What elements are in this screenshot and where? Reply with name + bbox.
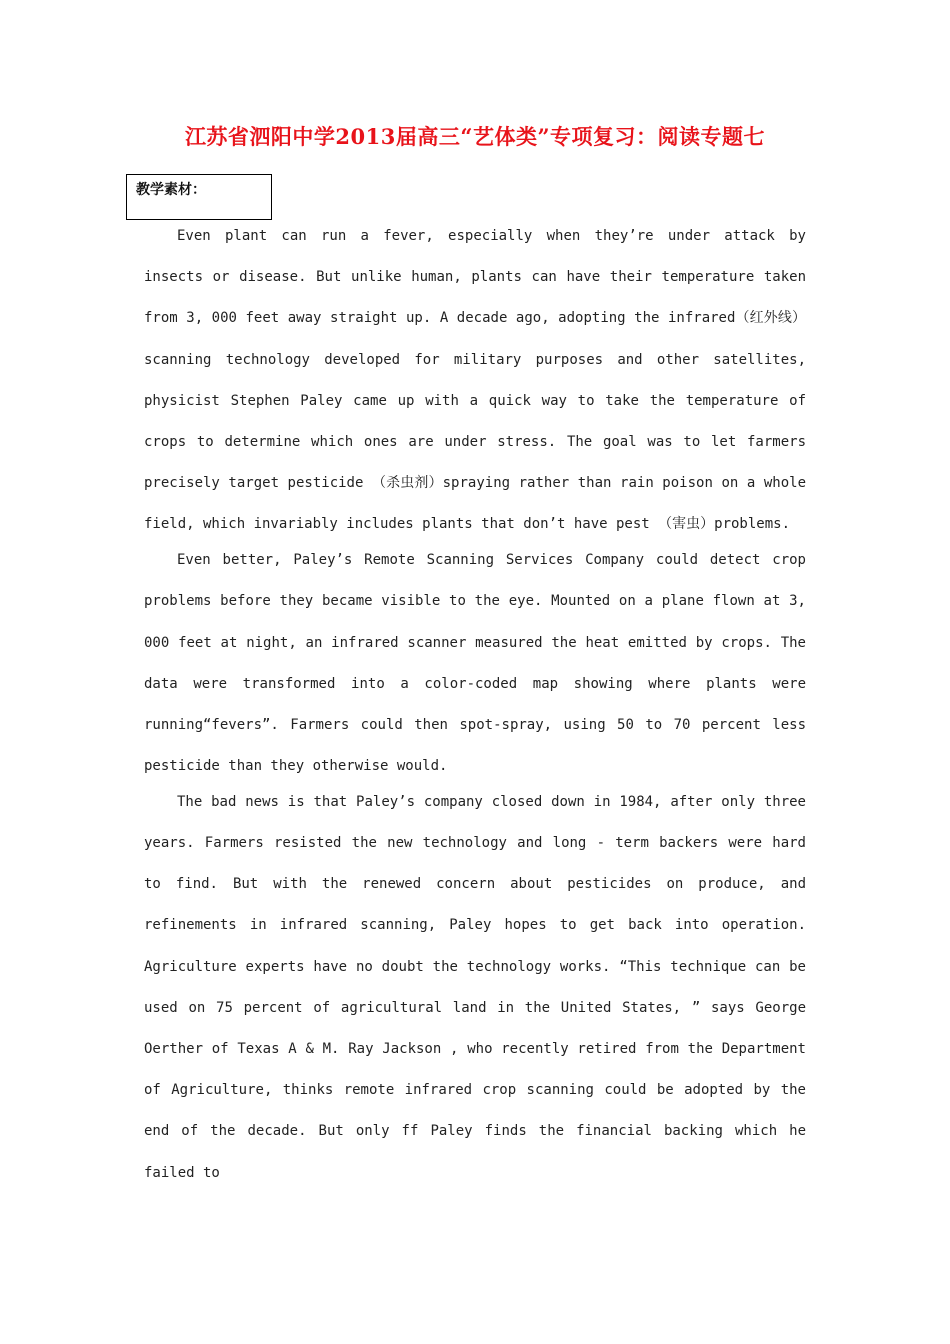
paragraph-1: Even plant can run a fever, especially when they’re under attack by insects or disease. But unlike human, plants can have their temperature taken from 3, 000 feet away straight up. A decade ago, adopting the infrared（红外线）scanning technology developed for military purposes and other satellites, physicist Stephen Paley came up with a quick way to take the temperature of crops to determine which ones are under stress. The goal was to let farmers precisely target pesticide （杀虫剂）spraying rather than rain poison on a whole field, which invariably includes plants that don’t have pest （害虫）problems. <box>144 228 806 533</box>
teaching-material-label: 教学素材： <box>136 182 206 198</box>
document-title: 江苏省泗阳中学2013届高三“艺体类”专项复习：阅读专题七 <box>184 124 766 149</box>
article-body <box>144 216 806 1194</box>
teaching-material-box <box>126 174 272 220</box>
paragraph-3: The bad news is that Paley’s company closed down in 1984, after only three years. Farmers resisted the new technology and long - term backers were hard to find. But with the renewed concern about pesticides on produce, and refinements in infrared scanning, Paley hopes to get back into operation. Agriculture experts have no doubt the technology works. “This technique can be used on 75 percent of agricultural land in the United States, ” says George Oerther of Texas A & M. Ray Jackson , who recently retired from the Department of Agriculture, thinks remote infrared crop scanning could be adopted by the end of the decade. But only ff Paley finds the financial backing which he failed to <box>144 793 806 1181</box>
paragraph-2: Even better, Paley’s Remote Scanning Services Company could detect crop problems before they became visible to the eye. Mounted on a plane flown at 3, 000 feet at night, an infrared scanner measured the heat emitted by crops. The data were transformed into a color-coded map showing where plants were running“fevers”. Farmers could then spot-spray, using 50 to 70 percent less pesticide than they otherwise would. <box>144 552 806 775</box>
